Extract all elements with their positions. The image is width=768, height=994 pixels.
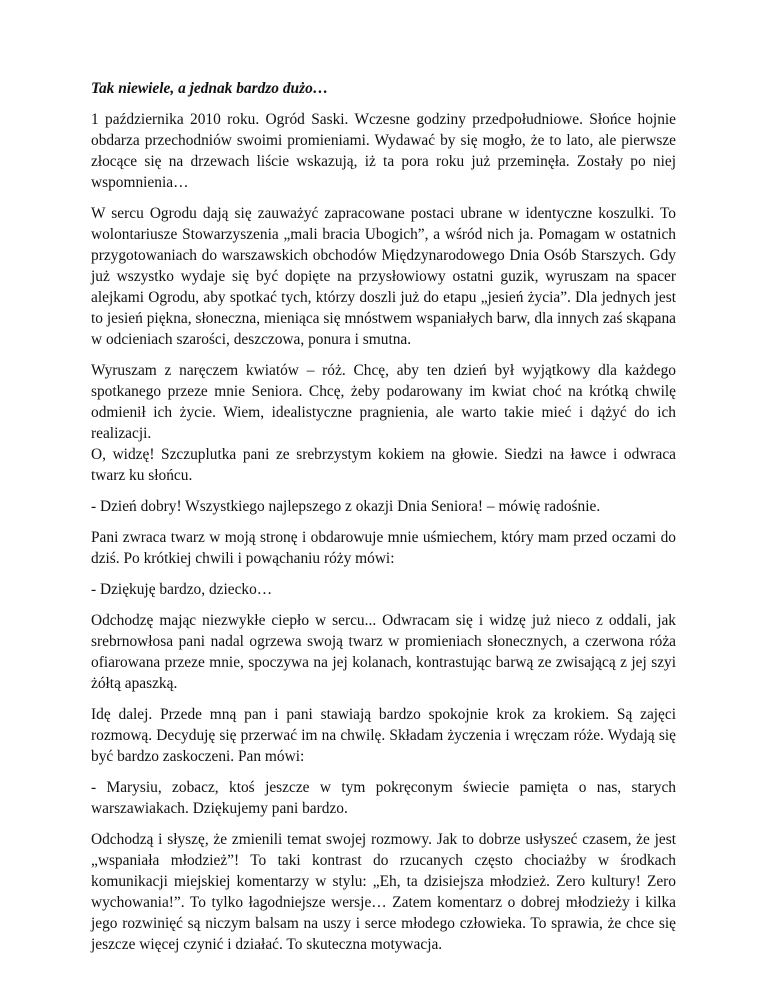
document-page: [91, 78, 676, 965]
paragraph-4: [91, 496, 676, 517]
paragraph-text: Pani zwraca twarz w moją stronę i obdarowuje mnie uśmiechem, który mam przed oczami do dziś. Po krótkiej chwili i powąchaniu róży mówi:: [91, 529, 676, 567]
paragraph-text: 1 października 2010 roku. Ogród Saski. Wczesne godziny przedpołudniowe. Słońce hojnie obdarza przechodniów swoimi promieniami. Wydawać by się mogło, że to lato, ale pierwsze złocące się na drzewach liście wskazują, iż ta pora roku już przeminęła. Zostały po niej wspomnienia…: [91, 111, 676, 191]
paragraph-text: Odchodzą i słyszę, że zmienili temat swojej rozmowy. Jak to dobrze usłyszeć czasem, że jest „wspaniała młodzież”! To taki kontrast do rzucanych często chociażby w środkach komunikacji miejskiej komentarzy w stylu: „Eh, ta dzisiejsza młodzież. Zero kultury! Zero wychowania!”. To tylko łagodniejsze wersje… Zatem komentarz o dobrej młodzieży i kilka jego rozwinięć są niczym balsam na uszy i serce młodego człowieka. To sprawia, że chce się jeszcze więcej czynić i działać. To skuteczna motywacja.: [91, 831, 676, 953]
paragraph-5: [91, 527, 676, 569]
document-title: Tak niewiele, a jednak bardzo dużo…: [91, 80, 329, 97]
paragraph-text: Odchodzę mając niezwykłe ciepło w sercu... Odwracam się i widzę już nieco z oddali, jak srebrnowłosa pani nadal ogrzewa swoją twarz w promieniach słonecznych, a czerwona róża ofiarowana przeze mnie, spoczywa na jej kolanach, kontrastując barwą ze zwisającą z jej szyi żółtą apaszką.: [91, 612, 676, 692]
paragraph-text: W sercu Ogrodu dają się zauważyć zapracowane postaci ubrane w identyczne koszulki. To wolontariusze Stowarzyszenia „mali bracia Ubogich”, a wśród nich ja. Pomagam w ostatnich przygotowaniach do warszawskich obchodów Międzynarodowego Dnia Osób Starszych. Gdy już wszystko wydaje się być dopięte na przysłowiowy ostatni guzik, wyruszam na spacer alejkami Ogrodu, aby spotkać tych, którzy doszli już do etapu „jesień życia”. Dla jednych jest to jesień piękna, słoneczna, mieniąca się mnóstwem wspaniałych barw, dla innych zaś skąpana w odcieniach szarości, deszczowa, ponura i smutna.: [91, 205, 676, 348]
paragraph-2: [91, 203, 676, 350]
paragraph-9: [91, 777, 676, 819]
paragraph-6: [91, 579, 676, 600]
paragraph-7: [91, 610, 676, 694]
paragraph-text: O, widzę! Szczuplutka pani ze srebrzystym kokiem na głowie. Siedzi na ławce i odwraca twarz ku słońcu.: [91, 446, 676, 484]
paragraph-1: [91, 109, 676, 193]
paragraph-text: - Dzień dobry! Wszystkiego najlepszego z okazji Dnia Seniora! – mówię radośnie.: [91, 498, 601, 515]
paragraph-3: [91, 360, 676, 486]
paragraph-8: [91, 704, 676, 767]
paragraph-text: Wyruszam z naręczem kwiatów – róż. Chcę, aby ten dzień był wyjątkowy dla każdego spotkanego przeze mnie Seniora. Chcę, żeby podarowany im kwiat choć na krótką chwilę odmienił ich życie. Wiem, idealistyczne pragnienia, ale warto takie mieć i dążyć do ich realizacji.: [91, 362, 676, 442]
paragraph-text: - Marysiu, zobacz, ktoś jeszcze w tym pokręconym świecie pamięta o nas, starych warszawiakach. Dziękujemy pani bardzo.: [91, 779, 676, 817]
paragraph-10: [91, 829, 676, 955]
paragraph-text: Idę dalej. Przede mną pan i pani stawiają bardzo spokojnie krok za krokiem. Są zajęci rozmową. Decyduję się przerwać im na chwilę. Składam życzenia i wręczam róże. Wydają się być bardzo zaskoczeni. Pan mówi:: [91, 706, 676, 765]
paragraph-text: - Dziękuję bardzo, dziecko…: [91, 581, 273, 598]
